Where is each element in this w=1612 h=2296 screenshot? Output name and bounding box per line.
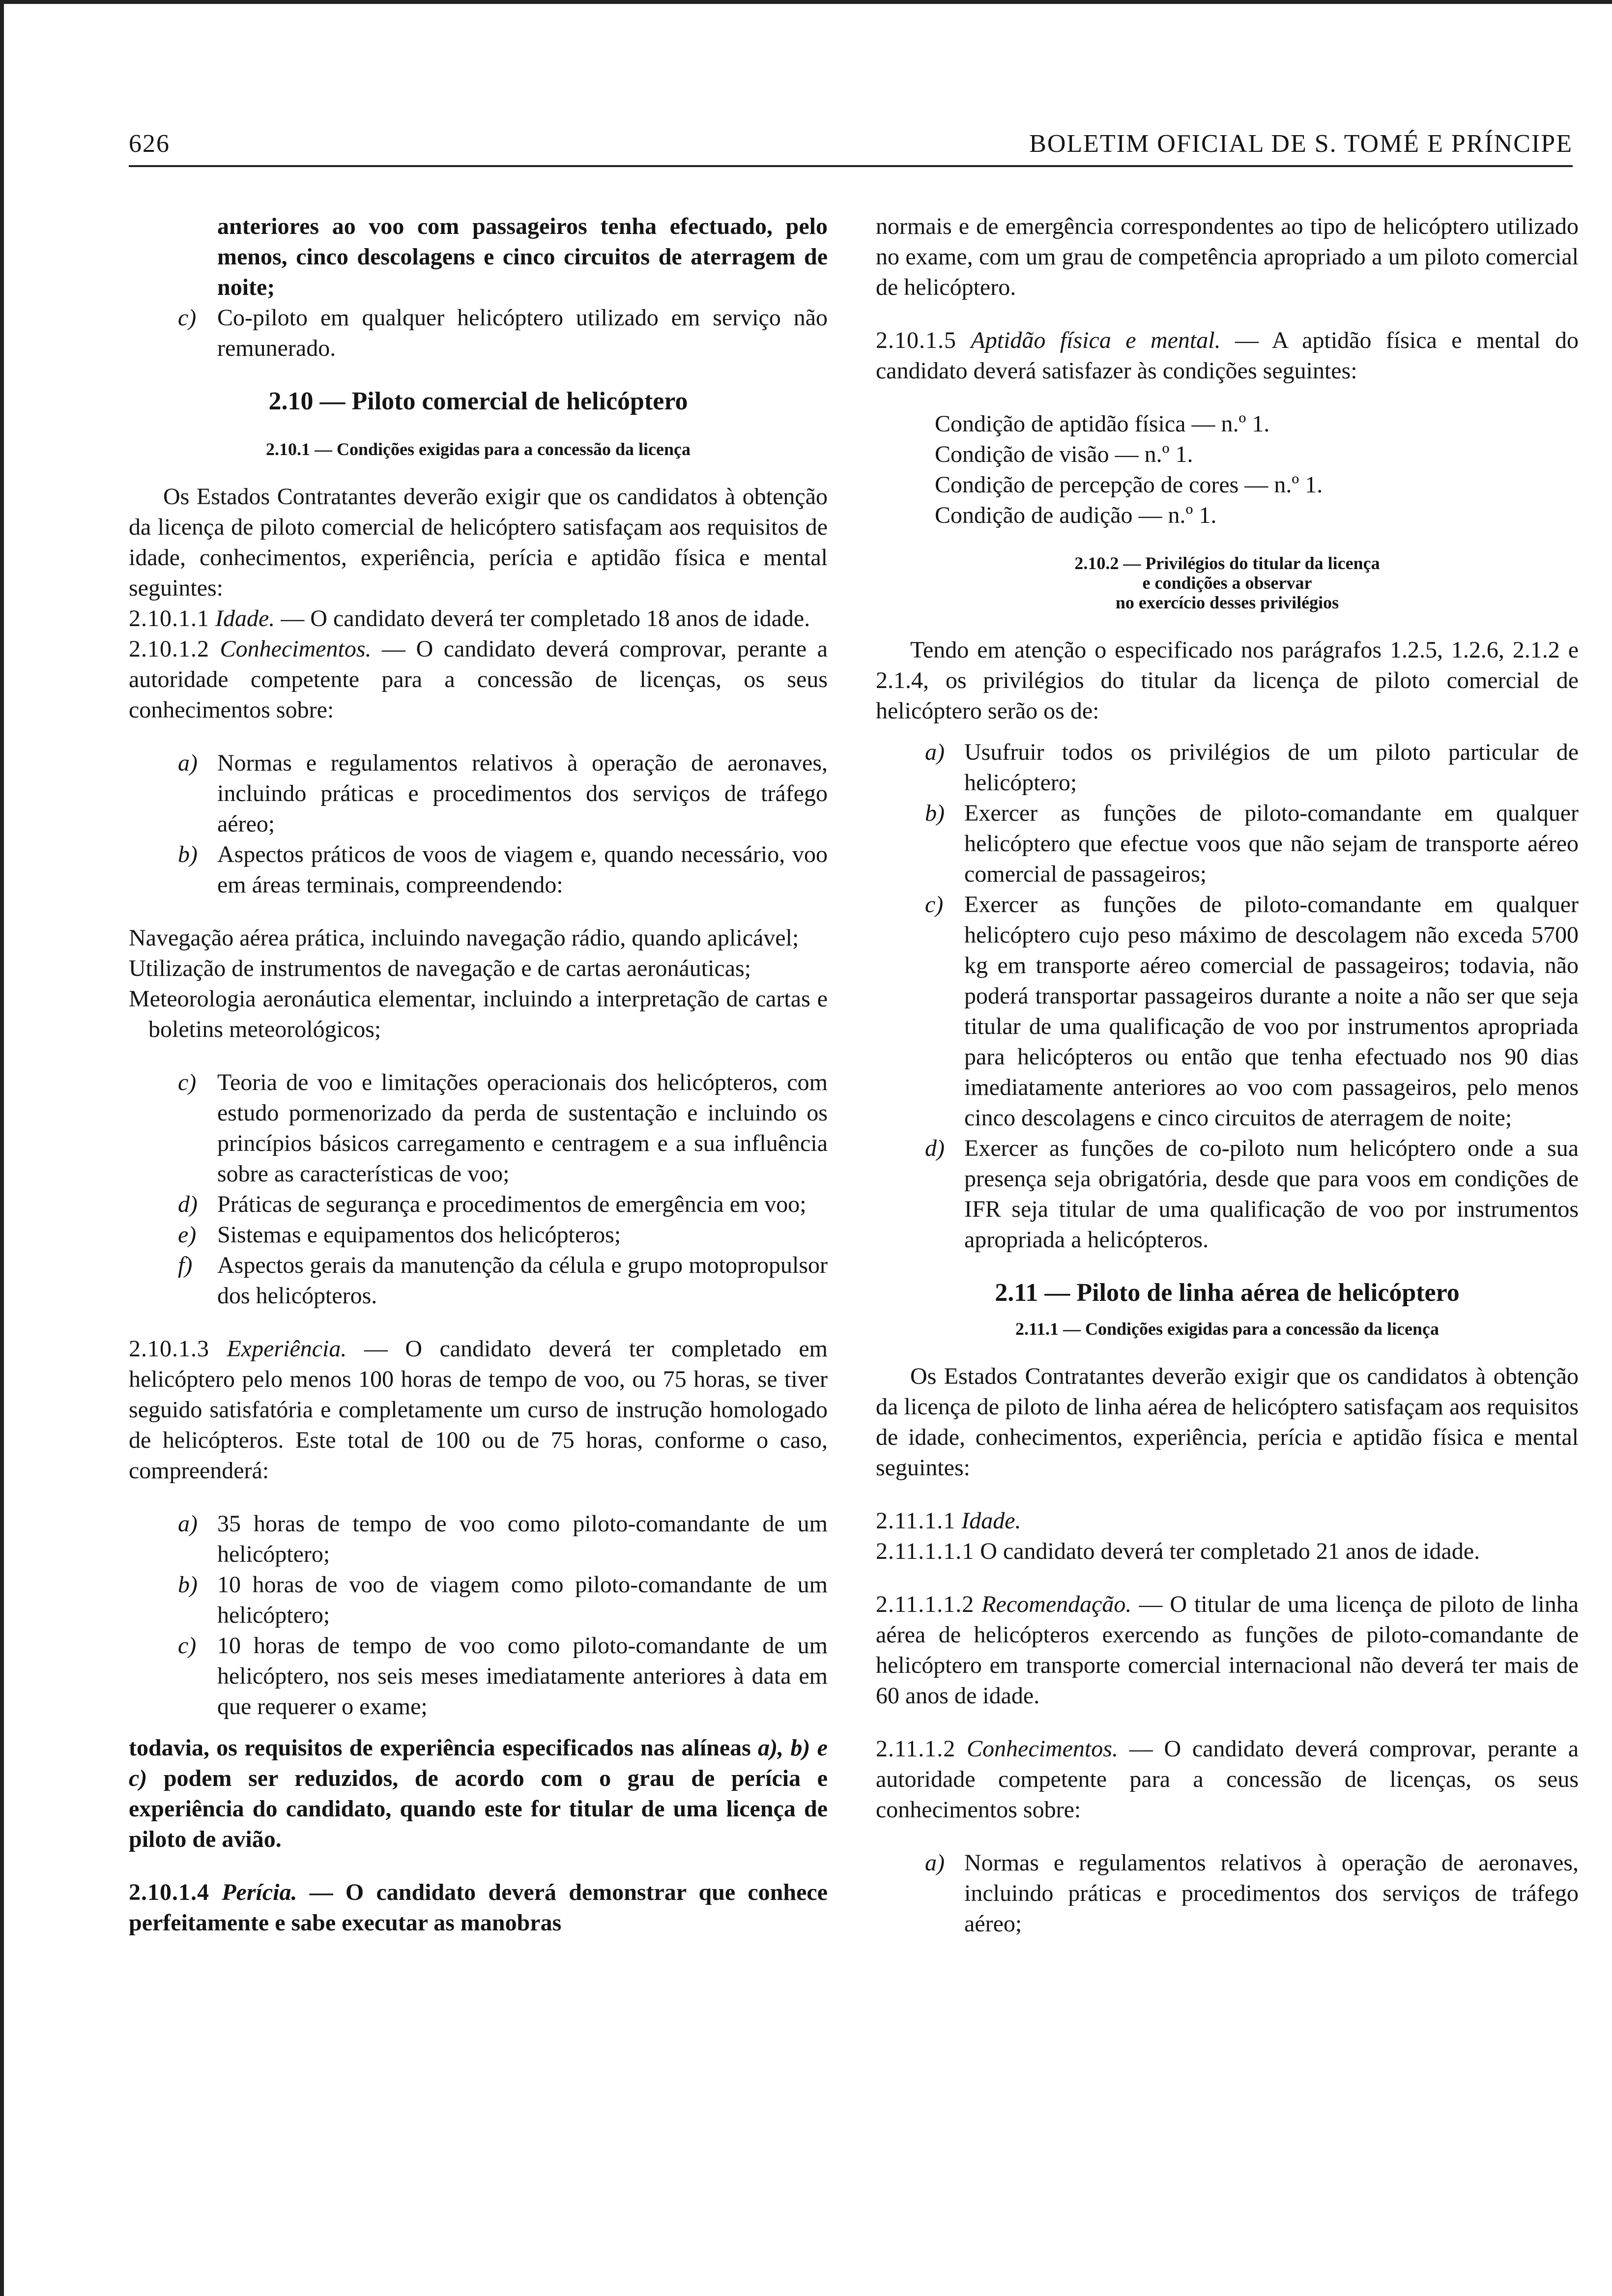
list-item: b) Exercer as funções de piloto-comandante em qualquer helicóptero que efectue voos que não sejam de transporte aéreo comercial de passageiros; [925,800,1579,887]
paragraph-2-11-1-1-1: 2.11.1.1.1 O candidato deverá ter completado 21 anos de idade. [876,1538,1480,1564]
condition-item: Condição de visão — n.º 1. [935,441,1193,467]
paragraph-2-10-1-3: 2.10.1.3 Experiência. — O candidato deverá ter completado em helicóptero pelo menos 100 horas de tempo de voo, ou 75 horas, se tiver seguido satisfatória e completamente um curso de instrução homologado de helicópteros. Este total de 100 ou de 75 horas, conforme o caso, compreenderá: [129,1336,828,1484]
subsection-heading-2-10-2-line2: e condições a observar [1142,573,1312,593]
list-item: b) Aspectos práticos de voos de viagem e, quando necessário, voo em áreas terminais, compreendendo: [178,841,828,898]
intro-paragraph: Os Estados Contratantes deverão exigir que os candidatos à obtenção da licença de piloto comercial de helicóptero satisfaçam aos requisitos de idade, conhecimentos, experiência, perícia e aptidão física e mental seguintes: [129,484,828,601]
subsection-heading-2-10-2: 2.10.2 — Privilégios do titular da licença [1074,553,1380,573]
paragraph-2-11-1-1-2: 2.11.1.1.2 Recomendação. — O titular de uma licença de piloto de linha aérea de helicópteros exercendo as funções de piloto-comandante de helicóptero em transporte comercial internacional não deverá ter mais de 60 anos de idade. [876,1591,1579,1709]
continuation-text: anteriores ao voo com passageiros tenha efectuado, pelo menos, cinco descolagens e cinco circuitos de aterragem de noite; [217,213,828,300]
paragraph-2-10-1-2: 2.10.1.2 Conhecimentos. — O candidato deverá comprovar, perante a autoridade competente para a concessão de licenças, os seus conhecimentos sobre: [129,636,828,723]
page-number: 626 [129,130,170,158]
paragraph-2-10-1-4: 2.10.1.4 Perícia. — O candidato deverá demonstrar que conhece perfeitamente e sabe executar as manobras [129,1879,828,1936]
list-item: f) Aspectos gerais da manutenção da célula e grupo motopropulsor dos helicópteros. [178,1252,828,1309]
condition-item: Condição de audição — n.º 1. [935,502,1217,528]
page-edge-left [0,0,4,2296]
running-head [129,114,1573,158]
item-label: c) [178,305,197,331]
reduction-paragraph: todavia, os requisitos de experiência especificados nas alíneas a), b) e c) podem ser reduzidos, de acordo com o grau de perícia e experiência do candidato, quando este for titular de uma licença de piloto de avião. [129,1735,828,1852]
paragraph-2-10-1-5: 2.10.1.5 Aptidão física e mental. — A aptidão física e mental do candidato deverá satisfazer às condições seguintes: [876,327,1579,384]
list-item [129,303,828,364]
list-item: d) Práticas de segurança e procedimentos de emergência em voo; [178,1191,806,1217]
paragraph-2-11-1-1: 2.11.1.1 Idade. [876,1508,1021,1534]
right-column [876,211,1579,1939]
section-heading-2-10: 2.10 — Piloto comercial de helicóptero [268,387,688,415]
item-text: Co-piloto em qualquer helicóptero utilizado em serviço não remunerado. [217,305,828,361]
list-item: a) Usufruir todos os privilégios de um piloto particular de helicóptero; [925,739,1579,796]
header-rule [129,165,1573,167]
list-item: c) Teoria de voo e limitações operacionais dos helicópteros, com estudo pormenorizado da perda de sustentação e incluindo os princípios básicos carregamento e centragem e a sua influência sobre as características de voo; [178,1069,828,1187]
list-item: b) 10 horas de voo de viagem como piloto-comandante de um helicóptero; [178,1572,828,1628]
list-item: a) Normas e regulamentos relativos à operação de aeronaves, incluindo práticas e procedimentos dos serviços de tráfego aéreo; [925,1850,1579,1937]
page-edge-top [0,0,1612,4]
subsection-heading-2-10-2-line3: no exercício desses privilégios [1115,593,1339,612]
subsection-heading-2-11-1: 2.11.1 — Condições exigidas para a concessão da licença [1015,1319,1439,1339]
condition-item: Condição de percepção de cores — n.º 1. [935,472,1323,498]
subsection-heading-2-10-1: 2.10.1 — Condições exigidas para a concessão da licença [266,439,691,459]
sub-list-item: Meteorologia aeronáutica elementar, incluindo a interpretação de cartas e boletins meteorológicos; [129,986,828,1042]
section-heading-2-11: 2.11 — Piloto de linha aérea de helicóptero [995,1279,1460,1307]
list-item: a) 35 horas de tempo de voo como piloto-comandante de um helicóptero; [178,1511,828,1567]
paragraph-2-10-1-1: 2.10.1.1 Idade. — O candidato deverá ter completado 18 anos de idade. [129,605,810,631]
left-column [129,211,828,1938]
continuation-text: normais e de emergência correspondentes ao tipo de helicóptero utilizado no exame, com um grau de competência apropriado a um piloto comercial de helicóptero. [876,213,1579,300]
list-item: c) 10 horas de tempo de voo como piloto-comandante de um helicóptero, nos seis meses imediatamente anteriores à data em que requerer o exame; [178,1633,828,1720]
intro-paragraph-2-11: Os Estados Contratantes deverão exigir que os candidatos à obtenção da licença de piloto de linha aérea de helicóptero satisfaçam aos requisitos de idade, conhecimentos, experiência, perícia e aptidão física e mental seguintes: [876,1363,1579,1481]
condition-item: Condição de aptidão física — n.º 1. [935,411,1270,437]
list-item: a) Normas e regulamentos relativos à operação de aeronaves, incluindo práticas e procedimentos dos serviços de tráfego aéreo; [178,750,828,837]
publication-title: BOLETIM OFICIAL DE S. TOMÉ E PRÍNCIPE [1029,130,1573,158]
privileges-intro: Tendo em atenção o especificado nos parágrafos 1.2.5, 1.2.6, 2.1.2 e 2.1.4, os privilégios do titular da licença de piloto comercial de helicóptero serão os de: [876,637,1579,724]
list-item: d) Exercer as funções de co-piloto num helicóptero onde a sua presença seja obrigatória, desde que para voos em condições de IFR seja titular de uma qualificação de voo por instrumentos apropriada a helicópteros. [925,1135,1579,1253]
list-item: e) Sistemas e equipamentos dos helicópteros; [178,1222,621,1248]
sub-list-item: Utilização de instrumentos de navegação e de cartas aeronáuticas; [129,955,751,981]
sub-list-item: Navegação aérea prática, incluindo navegação rádio, quando aplicável; [129,925,799,951]
paragraph-2-11-1-2: 2.11.1.2 Conhecimentos. — O candidato deverá comprovar, perante a autoridade competente para a concessão de licenças, os seus conhecimentos sobre: [876,1736,1579,1823]
list-item: c) Exercer as funções de piloto-comandante em qualquer helicóptero cujo peso máximo de descolagem não exceda 5700 kg em transporte aéreo comercial de passageiros; todavia, não poderá transportar passageiros durante a noite a não ser que seja titular de uma qualificação de voo por instrumentos apropriada para helicópteros ou então que tenha efectuado nos 90 dias imediatamente anteriores ao voo com passageiros, pelo menos cinco descolagens e cinco circuitos de aterragem de noite; [925,891,1579,1131]
